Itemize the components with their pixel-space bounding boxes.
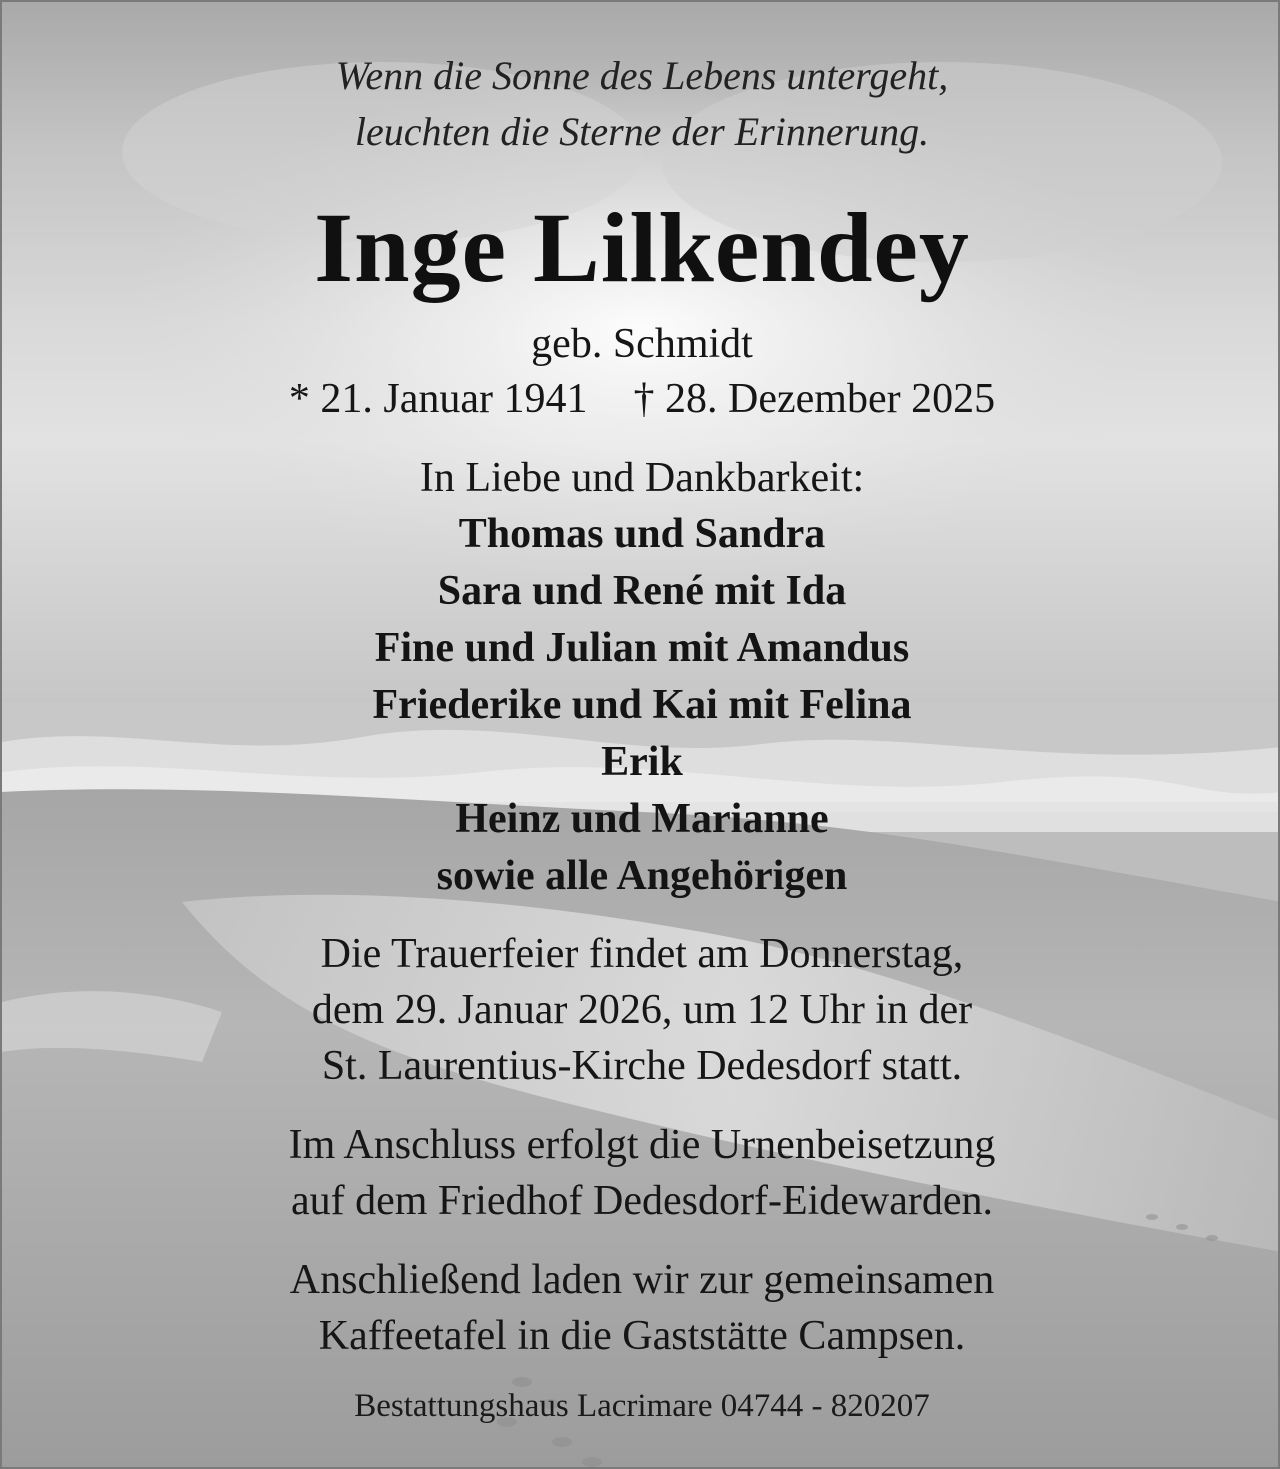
mourner-line: Heinz und Marianne	[455, 796, 829, 842]
ceremony-line-1: Die Trauerfeier findet am Donnerstag,	[320, 931, 964, 977]
mourner-line: Thomas und Sandra	[458, 511, 826, 557]
deceased-name: Inge Lilkendey	[314, 192, 970, 303]
maiden-name: geb. Schmidt	[531, 321, 753, 367]
birth-date: * 21. Januar 1941	[288, 376, 588, 422]
motto-line-2: leuchten die Sterne der Erinnerung.	[354, 109, 930, 154]
mourners-intro: In Liebe und Dankbarkeit:	[419, 455, 865, 501]
ceremony-line-2: dem 29. Januar 2026, um 12 Uhr in der	[311, 987, 973, 1033]
reception-line-1: Anschließend laden wir zur gemeinsamen	[289, 1257, 995, 1303]
reception-line-2: Kaffeetafel in die Gaststätte Campsen.	[318, 1313, 966, 1359]
funeral-home-contact: Bestattungshaus Lacrimare 04744 - 820207	[354, 1388, 930, 1424]
motto-line-1: Wenn die Sonne des Lebens untergeht,	[335, 53, 949, 98]
burial-line-1: Im Anschluss erfolgt die Urnenbeisetzung	[288, 1122, 996, 1168]
death-date: † 28. Dezember 2025	[633, 376, 996, 422]
life-dates	[2, 375, 1280, 423]
burial-line-2: auf dem Friedhof Dedesdorf-Eidewarden.	[290, 1178, 994, 1224]
mourner-line: Sara und René mit Ida	[437, 568, 847, 614]
mourner-line: Erik	[601, 739, 683, 785]
ceremony-line-3: St. Laurentius-Kirche Dedesdorf statt.	[321, 1043, 963, 1089]
mourner-line: sowie alle Angehörigen	[436, 853, 848, 899]
mourner-line: Friederike und Kai mit Felina	[372, 682, 912, 728]
mourner-line: Fine und Julian mit Amandus	[374, 625, 910, 671]
